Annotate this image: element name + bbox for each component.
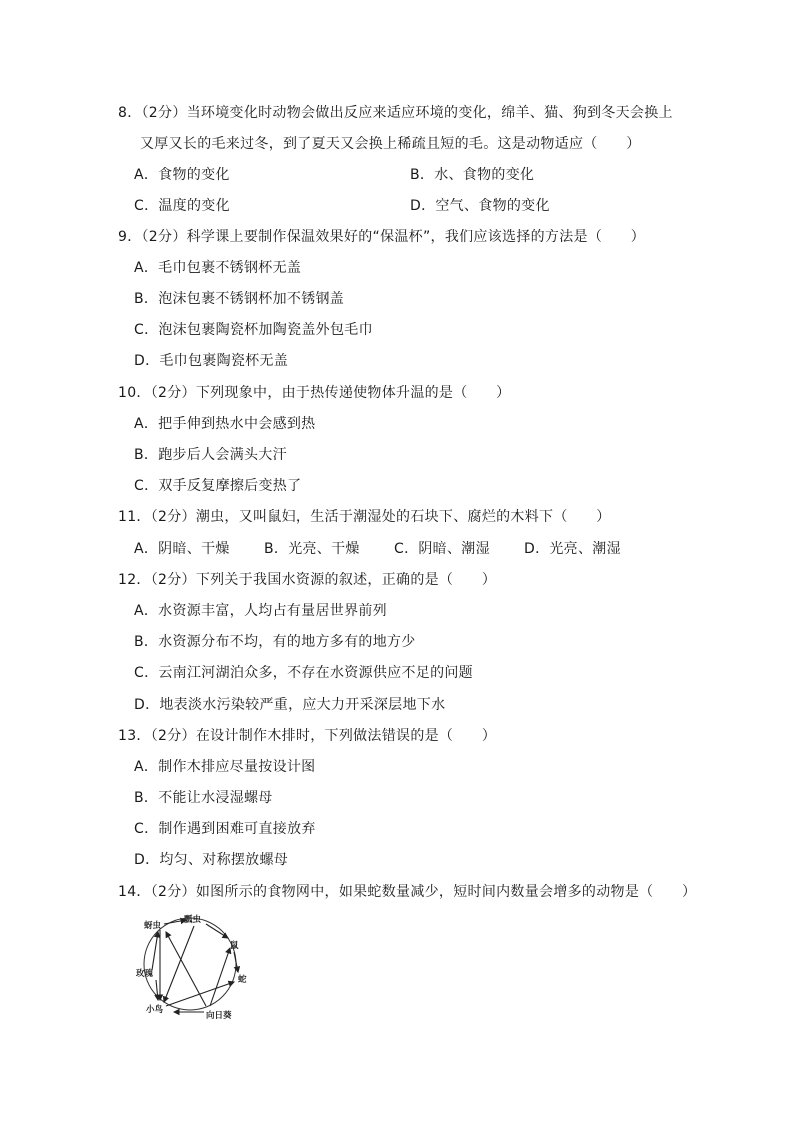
q9-option-d: D．毛巾包裹陶瓷杯无盖 <box>134 353 289 369</box>
q11-stem: 11．（2分）潮虫，又叫鼠妇，生活于潮湿处的石块下、腐烂的木料下（ ） <box>118 509 611 525</box>
q8-stem-line1: 8．（2分）当环境变化时动物会做出反应来适应环境的变化，绵羊、猫、狗到冬天会换上 <box>118 105 673 121</box>
q8-option-c: C．温度的变化 <box>134 198 230 214</box>
q11-option-a: A．阴暗、干燥 <box>134 541 230 557</box>
q11-options <box>134 540 654 558</box>
q9-option-b: B．泡沫包裹不锈钢杯加不锈钢盖 <box>134 291 345 307</box>
q13-option-a: A．制作木排应尽量按设计图 <box>134 759 316 775</box>
node-aphid: 蚜虫 <box>144 921 162 931</box>
food-web-diagram <box>134 912 254 1020</box>
q12-option-b: B．水资源分布不均，有的地方多有的地方少 <box>134 634 416 650</box>
q8-option-d: D．空气、食物的变化 <box>410 198 550 214</box>
q11-option-c: C．阴暗、潮湿 <box>394 541 490 557</box>
q8-option-a: A．食物的变化 <box>134 167 230 183</box>
q9-stem: 9．（2分）科学课上要制作保温效果好的“保温杯”，我们应该选择的方法是（ ） <box>118 229 646 245</box>
q8-stem-line2: 又厚又长的毛来过冬，到了夏天又会换上稀疏且短的毛。这是动物适应（ ） <box>140 136 641 152</box>
node-rose: 玫瑰 <box>136 969 154 979</box>
q10-option-c: C．双手反复摩擦后变热了 <box>134 478 302 494</box>
q10-stem: 10．（2分）下列现象中，由于热传递使物体升温的是（ ） <box>118 385 511 401</box>
q9-option-a: A．毛巾包裹不锈钢杯无盖 <box>134 260 302 276</box>
q14-stem: 14．（2分）如图所示的食物网中，如果蛇数量减少，短时间内数量会增多的动物是（ ） <box>118 884 697 900</box>
q13-option-c: C．制作遇到困难可直接放弃 <box>134 821 316 837</box>
q9-option-c: C．泡沫包裹陶瓷杯加陶瓷盖外包毛巾 <box>134 322 373 338</box>
q12-option-d: D．地表淡水污染较严重，应大力开采深层地下水 <box>134 697 446 713</box>
q13-stem: 13．（2分）在设计制作木排时，下列做法错误的是（ ） <box>118 728 497 744</box>
q12-option-c: C．云南江河湖泊众多，不存在水资源供应不足的问题 <box>134 665 473 681</box>
q13-option-d: D．均匀、对称摆放螺母 <box>134 852 289 868</box>
node-ladybug: 瓢虫 <box>184 915 202 925</box>
q10-option-a: A．把手伸到热水中会感到热 <box>134 416 316 432</box>
q11-option-d: D．光亮、潮湿 <box>524 541 621 557</box>
node-bird: 小鸟 <box>146 1005 164 1015</box>
q12-option-a: A．水资源丰富，人均占有量居世界前列 <box>134 603 387 619</box>
node-sunflower: 向日葵 <box>206 1011 232 1020</box>
q8-option-b: B．水、食物的变化 <box>410 167 535 183</box>
q12-stem: 12．（2分）下列关于我国水资源的叙述，正确的是（ ） <box>118 572 497 588</box>
node-mouse: 鼠 <box>230 941 239 951</box>
q11-option-b: B．光亮、干燥 <box>264 541 360 557</box>
node-snake: 蛇 <box>238 975 247 985</box>
q13-option-b: B．不能让水浸湿螺母 <box>134 790 273 806</box>
q10-option-b: B．跑步后人会满头大汗 <box>134 447 287 463</box>
